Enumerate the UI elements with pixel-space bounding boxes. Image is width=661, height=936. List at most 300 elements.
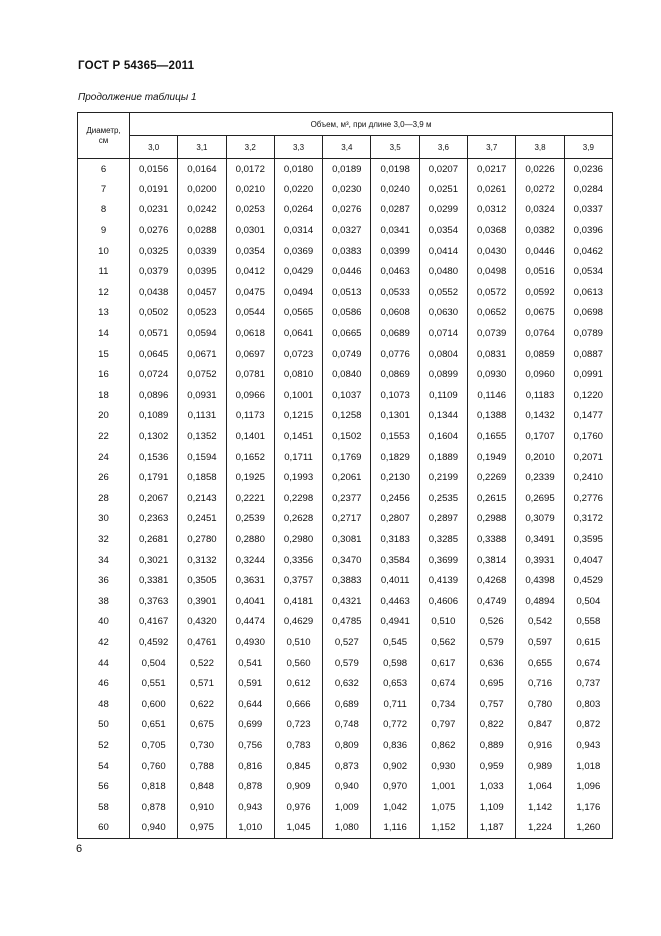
diameter-cell: 10 [78, 241, 130, 262]
volume-cell: 0,597 [516, 632, 564, 653]
volume-cell: 0,0354 [226, 241, 274, 262]
volume-cell: 0,598 [371, 653, 419, 674]
table-row [78, 570, 613, 591]
volume-cell: 0,3244 [226, 550, 274, 571]
diameter-cell: 20 [78, 406, 130, 427]
diameter-cell: 12 [78, 282, 130, 303]
volume-cell: 0,0226 [516, 159, 564, 180]
table-row [78, 488, 613, 509]
volume-cell: 0,0552 [419, 282, 467, 303]
volume-cell: 0,0724 [130, 364, 178, 385]
volume-cell: 0,0752 [178, 364, 226, 385]
volume-cell: 0,1477 [564, 406, 612, 427]
volume-cell: 0,1707 [516, 426, 564, 447]
table-caption: Продолжение таблицы 1 [78, 92, 197, 103]
length-header: 3,8 [516, 136, 564, 159]
table-row [78, 694, 613, 715]
volume-cell: 1,018 [564, 756, 612, 777]
volume-cell: 0,3081 [323, 529, 371, 550]
volume-cell: 0,872 [564, 715, 612, 736]
volume-cell: 0,4139 [419, 570, 467, 591]
volume-cell: 0,873 [323, 756, 371, 777]
volume-cell: 0,0831 [468, 344, 516, 365]
volume-cell: 0,3595 [564, 529, 612, 550]
volume-cell: 0,0396 [564, 220, 612, 241]
volume-cell: 0,2628 [274, 509, 322, 530]
volume-cell: 0,0899 [419, 364, 467, 385]
table-body [78, 159, 613, 839]
volume-cell: 0,655 [516, 653, 564, 674]
volume-cell: 0,0544 [226, 303, 274, 324]
volume-cell: 0,0180 [274, 159, 322, 180]
volume-cell: 0,2010 [516, 447, 564, 468]
volume-cell: 0,4761 [178, 632, 226, 653]
volume-cell: 0,845 [274, 756, 322, 777]
volume-cell: 0,689 [323, 694, 371, 715]
table-row [78, 591, 613, 612]
diameter-cell: 8 [78, 200, 130, 221]
volume-cell: 0,3021 [130, 550, 178, 571]
volume-cell: 1,010 [226, 818, 274, 839]
diameter-cell: 9 [78, 220, 130, 241]
volume-cell: 0,4930 [226, 632, 274, 653]
volume-cell: 0,0572 [468, 282, 516, 303]
volume-cell: 0,2717 [323, 509, 371, 530]
diameter-cell: 42 [78, 632, 130, 653]
length-header: 3,3 [274, 136, 322, 159]
volume-cell: 0,0438 [130, 282, 178, 303]
volume-cell: 0,1949 [468, 447, 516, 468]
volume-cell: 0,2377 [323, 488, 371, 509]
volume-cell: 0,3814 [468, 550, 516, 571]
volume-cell: 0,803 [564, 694, 612, 715]
volume-cell: 0,940 [323, 776, 371, 797]
length-header: 3,4 [323, 136, 371, 159]
volume-cell: 0,0630 [419, 303, 467, 324]
volume-cell: 0,0337 [564, 200, 612, 221]
volume-cell: 0,1760 [564, 426, 612, 447]
table-row [78, 653, 613, 674]
volume-cell: 0,909 [274, 776, 322, 797]
volume-cell: 0,797 [419, 715, 467, 736]
volume-cell: 0,0288 [178, 220, 226, 241]
volume-cell: 0,0498 [468, 261, 516, 282]
volume-cell: 0,1594 [178, 447, 226, 468]
table-row [78, 323, 613, 344]
volume-cell: 0,0571 [130, 323, 178, 344]
length-header: 3,2 [226, 136, 274, 159]
volume-cell: 0,1993 [274, 467, 322, 488]
volume-cell: 1,224 [516, 818, 564, 839]
diameter-header-line1: Диаметр, [86, 125, 121, 135]
volume-cell: 0,3505 [178, 570, 226, 591]
table-row [78, 632, 613, 653]
volume-cell: 0,1001 [274, 385, 322, 406]
volume-cell: 1,042 [371, 797, 419, 818]
diameter-cell: 14 [78, 323, 130, 344]
volume-cell: 0,0776 [371, 344, 419, 365]
volume-cell: 0,916 [516, 735, 564, 756]
volume-cell: 0,3183 [371, 529, 419, 550]
volume-cell: 0,1089 [130, 406, 178, 427]
table-row [78, 756, 613, 777]
table-row [78, 673, 613, 694]
volume-cell: 0,705 [130, 735, 178, 756]
volume-cell: 0,4749 [468, 591, 516, 612]
volume-cell: 1,096 [564, 776, 612, 797]
volume-cell: 0,526 [468, 612, 516, 633]
volume-cell: 0,2067 [130, 488, 178, 509]
volume-cell: 0,0764 [516, 323, 564, 344]
volume-cell: 0,1791 [130, 467, 178, 488]
volume-cell: 0,0287 [371, 200, 419, 221]
volume-cell: 0,0312 [468, 200, 516, 221]
volume-cell: 0,579 [323, 653, 371, 674]
volume-cell: 0,0810 [274, 364, 322, 385]
volume-cell: 0,0697 [226, 344, 274, 365]
volume-cell: 1,009 [323, 797, 371, 818]
volume-cell: 0,1146 [468, 385, 516, 406]
volume-cell: 0,2615 [468, 488, 516, 509]
volume-cell: 0,0789 [564, 323, 612, 344]
diameter-cell: 54 [78, 756, 130, 777]
volume-cell: 0,3883 [323, 570, 371, 591]
volume-cell: 0,0804 [419, 344, 467, 365]
table-row [78, 612, 613, 633]
volume-cell: 0,0457 [178, 282, 226, 303]
volume-cell: 0,0462 [564, 241, 612, 262]
volume-cell: 0,0931 [178, 385, 226, 406]
volume-cell: 0,0429 [274, 261, 322, 282]
diameter-cell: 34 [78, 550, 130, 571]
volume-cell: 0,622 [178, 694, 226, 715]
volume-cell: 0,4629 [274, 612, 322, 633]
volume-cell: 0,2780 [178, 529, 226, 550]
volume-cell: 0,0369 [274, 241, 322, 262]
volume-cell: 0,959 [468, 756, 516, 777]
volume-cell: 0,902 [371, 756, 419, 777]
volume-cell: 0,809 [323, 735, 371, 756]
table-row [78, 159, 613, 180]
diameter-cell: 6 [78, 159, 130, 180]
volume-cell: 0,0516 [516, 261, 564, 282]
volume-cell: 0,504 [130, 653, 178, 674]
page-number: 6 [76, 843, 83, 855]
volume-cell: 0,2363 [130, 509, 178, 530]
table-row [78, 406, 613, 427]
volume-cell: 0,878 [226, 776, 274, 797]
volume-cell: 0,4606 [419, 591, 467, 612]
volume-cell: 0,0698 [564, 303, 612, 324]
volume-cell: 0,836 [371, 735, 419, 756]
volume-cell: 1,075 [419, 797, 467, 818]
volume-cell: 0,943 [226, 797, 274, 818]
volume-cell: 1,080 [323, 818, 371, 839]
volume-cell: 0,1037 [323, 385, 371, 406]
diameter-header-line2: см [98, 135, 109, 145]
table-row [78, 200, 613, 221]
volume-cell: 0,4592 [130, 632, 178, 653]
volume-cell: 0,600 [130, 694, 178, 715]
volume-cell: 0,0379 [130, 261, 178, 282]
table-row [78, 735, 613, 756]
volume-cell: 0,0534 [564, 261, 612, 282]
volume-cell: 1,064 [516, 776, 564, 797]
volume-cell: 0,0399 [371, 241, 419, 262]
volume-cell: 0,1925 [226, 467, 274, 488]
volume-cell: 0,2980 [274, 529, 322, 550]
volume-cell: 0,571 [178, 673, 226, 694]
volume-cell: 0,716 [516, 673, 564, 694]
volume-cell: 0,4474 [226, 612, 274, 633]
length-header: 3,0 [130, 136, 178, 159]
volume-cell: 0,2681 [130, 529, 178, 550]
volume-cell: 0,975 [178, 818, 226, 839]
diameter-cell: 40 [78, 612, 130, 633]
volume-cell: 0,2221 [226, 488, 274, 509]
table-row [78, 426, 613, 447]
volume-cell: 0,818 [130, 776, 178, 797]
length-header: 3,9 [564, 136, 612, 159]
volume-cell: 0,0960 [516, 364, 564, 385]
volume-cell: 0,0299 [419, 200, 467, 221]
volume-cell: 0,0395 [178, 261, 226, 282]
volume-cell: 0,2339 [516, 467, 564, 488]
table-row [78, 550, 613, 571]
volume-cell: 0,1711 [274, 447, 322, 468]
volume-cell: 0,558 [564, 612, 612, 633]
volume-cell: 0,1388 [468, 406, 516, 427]
table-row [78, 303, 613, 324]
volume-cell: 0,0645 [130, 344, 178, 365]
volume-cell: 0,3172 [564, 509, 612, 530]
volume-cell: 0,0966 [226, 385, 274, 406]
volume-cell: 1,109 [468, 797, 516, 818]
volume-cell: 0,0341 [371, 220, 419, 241]
volume-cell: 0,2880 [226, 529, 274, 550]
diameter-cell: 46 [78, 673, 130, 694]
volume-cell: 0,0502 [130, 303, 178, 324]
diameter-cell: 30 [78, 509, 130, 530]
volume-cell: 0,2776 [564, 488, 612, 509]
volume-cell: 0,4041 [226, 591, 274, 612]
volume-cell: 0,0276 [323, 200, 371, 221]
volume-cell: 0,1131 [178, 406, 226, 427]
volume-cell: 0,1183 [516, 385, 564, 406]
volume-cell: 0,4785 [323, 612, 371, 633]
volume-cell: 0,0264 [274, 200, 322, 221]
volume-cell: 0,0592 [516, 282, 564, 303]
volume-cell: 0,0869 [371, 364, 419, 385]
table-row [78, 220, 613, 241]
volume-cell: 0,0446 [516, 241, 564, 262]
volume-cell: 0,0533 [371, 282, 419, 303]
table-row [78, 344, 613, 365]
volume-cell: 0,1352 [178, 426, 226, 447]
volume-cell: 0,2071 [564, 447, 612, 468]
table-row [78, 776, 613, 797]
volume-cell: 0,0652 [468, 303, 516, 324]
volume-cell: 0,3079 [516, 509, 564, 530]
volume-cell: 0,711 [371, 694, 419, 715]
volume-cell: 0,0565 [274, 303, 322, 324]
diameter-header [78, 113, 130, 159]
volume-cell: 0,878 [130, 797, 178, 818]
volume-cell: 0,0523 [178, 303, 226, 324]
volume-cell: 0,816 [226, 756, 274, 777]
diameter-cell: 38 [78, 591, 130, 612]
volume-cell: 0,522 [178, 653, 226, 674]
volume-cell: 0,504 [564, 591, 612, 612]
volume-cell: 0,562 [419, 632, 467, 653]
diameter-cell: 7 [78, 179, 130, 200]
volume-cell: 0,0594 [178, 323, 226, 344]
volume-cell: 0,1652 [226, 447, 274, 468]
volume-cell: 0,0207 [419, 159, 467, 180]
volume-cell: 0,0930 [468, 364, 516, 385]
volume-group-header: Объем, м³, при длине 3,0—3,9 м [130, 113, 613, 136]
volume-cell: 0,1553 [371, 426, 419, 447]
volume-cell: 0,0324 [516, 200, 564, 221]
volume-cell: 0,0200 [178, 179, 226, 200]
volume-cell: 0,636 [468, 653, 516, 674]
volume-cell: 0,910 [178, 797, 226, 818]
volume-cell: 0,674 [564, 653, 612, 674]
volume-cell: 0,591 [226, 673, 274, 694]
volume-cell: 0,3763 [130, 591, 178, 612]
volume-cell: 0,0675 [516, 303, 564, 324]
volume-cell: 0,1073 [371, 385, 419, 406]
volume-cell: 1,116 [371, 818, 419, 839]
table-row [78, 797, 613, 818]
volume-cell: 0,1502 [323, 426, 371, 447]
volume-cell: 0,0840 [323, 364, 371, 385]
volume-cell: 0,2298 [274, 488, 322, 509]
volume-cell: 0,0991 [564, 364, 612, 385]
table-row [78, 261, 613, 282]
volume-cell: 0,0714 [419, 323, 467, 344]
table-row [78, 509, 613, 530]
volume-cell: 0,0339 [178, 241, 226, 262]
table-row [78, 282, 613, 303]
volume-cell: 0,1858 [178, 467, 226, 488]
volume-cell: 0,3901 [178, 591, 226, 612]
volume-cell: 0,2269 [468, 467, 516, 488]
volume-cell: 0,788 [178, 756, 226, 777]
volume-cell: 0,2199 [419, 467, 467, 488]
diameter-cell: 15 [78, 344, 130, 365]
volume-cell: 0,0618 [226, 323, 274, 344]
volume-cell: 0,0749 [323, 344, 371, 365]
volume-cell: 0,737 [564, 673, 612, 694]
volume-cell: 0,4011 [371, 570, 419, 591]
volume-cell: 0,651 [130, 715, 178, 736]
volume-cell: 0,2988 [468, 509, 516, 530]
table-row [78, 818, 613, 839]
volume-cell: 0,644 [226, 694, 274, 715]
volume-cell: 0,0261 [468, 179, 516, 200]
volume-cell: 0,0608 [371, 303, 419, 324]
table-row [78, 241, 613, 262]
volume-cell: 0,2539 [226, 509, 274, 530]
volume-cell: 0,940 [130, 818, 178, 839]
volume-cell: 0,1655 [468, 426, 516, 447]
diameter-cell: 58 [78, 797, 130, 818]
volume-cell: 0,1344 [419, 406, 467, 427]
volume-cell: 0,615 [564, 632, 612, 653]
volume-table [77, 112, 613, 839]
volume-cell: 0,675 [178, 715, 226, 736]
volume-cell: 0,0513 [323, 282, 371, 303]
volume-cell: 0,0739 [468, 323, 516, 344]
length-header: 3,7 [468, 136, 516, 159]
volume-cell: 0,2807 [371, 509, 419, 530]
volume-cell: 0,0189 [323, 159, 371, 180]
volume-cell: 0,0240 [371, 179, 419, 200]
volume-cell: 0,2451 [178, 509, 226, 530]
volume-cell: 0,510 [274, 632, 322, 653]
volume-cell: 0,723 [274, 715, 322, 736]
volume-cell: 0,2695 [516, 488, 564, 509]
volume-cell: 0,0414 [419, 241, 467, 262]
volume-cell: 0,2410 [564, 467, 612, 488]
volume-cell: 0,560 [274, 653, 322, 674]
volume-cell: 0,930 [419, 756, 467, 777]
volume-cell: 0,730 [178, 735, 226, 756]
volume-cell: 0,1536 [130, 447, 178, 468]
diameter-cell: 56 [78, 776, 130, 797]
volume-cell: 0,579 [468, 632, 516, 653]
length-header: 3,5 [371, 136, 419, 159]
volume-cell: 0,1258 [323, 406, 371, 427]
volume-cell: 0,783 [274, 735, 322, 756]
volume-cell: 0,0251 [419, 179, 467, 200]
volume-cell: 0,674 [419, 673, 467, 694]
volume-cell: 0,3388 [468, 529, 516, 550]
diameter-cell: 32 [78, 529, 130, 550]
volume-cell: 0,0689 [371, 323, 419, 344]
volume-cell: 0,4320 [178, 612, 226, 633]
volume-cell: 0,1829 [371, 447, 419, 468]
volume-cell: 0,1889 [419, 447, 467, 468]
header-row-lengths [78, 136, 613, 159]
volume-cell: 0,3757 [274, 570, 322, 591]
table-row [78, 529, 613, 550]
volume-cell: 0,0723 [274, 344, 322, 365]
table-row [78, 467, 613, 488]
volume-cell: 1,187 [468, 818, 516, 839]
volume-cell: 0,542 [516, 612, 564, 633]
volume-cell: 0,0463 [371, 261, 419, 282]
diameter-cell: 18 [78, 385, 130, 406]
diameter-cell: 36 [78, 570, 130, 591]
document-code: ГОСТ Р 54365—2011 [78, 60, 195, 72]
volume-cell: 1,260 [564, 818, 612, 839]
volume-cell: 0,2456 [371, 488, 419, 509]
volume-cell: 0,1215 [274, 406, 322, 427]
volume-cell: 0,822 [468, 715, 516, 736]
diameter-cell: 52 [78, 735, 130, 756]
volume-cell: 0,760 [130, 756, 178, 777]
volume-cell: 0,0896 [130, 385, 178, 406]
volume-cell: 0,0430 [468, 241, 516, 262]
volume-cell: 0,545 [371, 632, 419, 653]
volume-cell: 0,4321 [323, 591, 371, 612]
volume-cell: 0,1401 [226, 426, 274, 447]
volume-cell: 0,4398 [516, 570, 564, 591]
diameter-cell: 24 [78, 447, 130, 468]
volume-cell: 0,0325 [130, 241, 178, 262]
